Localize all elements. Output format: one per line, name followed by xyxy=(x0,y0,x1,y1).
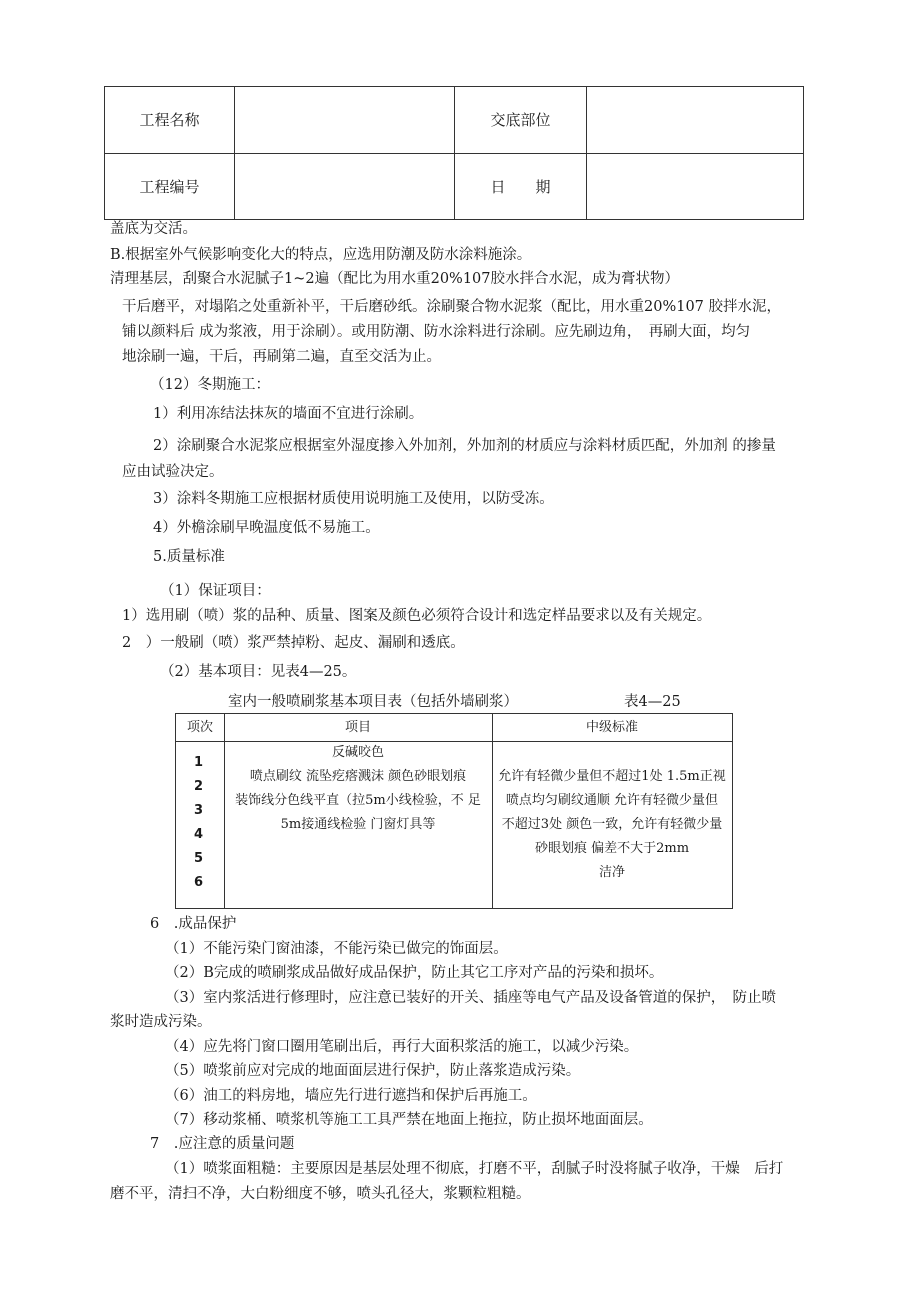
handover-part-value xyxy=(587,87,804,154)
col-header-item: 项目 xyxy=(344,720,371,735)
text-line: 地涂刷一遍，干后，再刷第二遍，直至交活为止。 xyxy=(122,349,441,365)
text-line: （2）基本项目：见表4—25。 xyxy=(160,664,357,680)
handover-part-label: 交底部位 xyxy=(455,87,587,154)
text-line: 1）选用刷（喷）浆的品种、质量、图案及颜色必须符合设计和选定样品要求以及有关规定。 xyxy=(122,608,712,624)
row-index: 1 xyxy=(194,755,204,770)
text-line: 3）涂料冬期施工应根据材质使用说明施工及使用，以防受冻。 xyxy=(153,491,554,507)
text-line: 应由试验决定。 xyxy=(122,464,224,480)
project-no-value xyxy=(235,153,455,220)
col-header-standard: 中级标准 xyxy=(585,720,638,735)
text-line: （1）喷浆面粗糙：主要原因是基层处理不彻底，打磨不平，刮腻子时没将腻子收净，干燥 后打 xyxy=(165,1161,784,1177)
standard-text: 洁净 xyxy=(598,865,625,880)
table-number: 表4—25 xyxy=(624,694,681,710)
text-line: B.根据室外气候影响变化大的特点，应选用防潮及防水涂料施涂。 xyxy=(110,247,532,263)
text-line: 4）外檐涂刷早晚温度低不易施工。 xyxy=(153,520,380,536)
date-label: 日 期 xyxy=(455,153,587,220)
project-no-label: 工程编号 xyxy=(105,153,235,220)
project-name-value xyxy=(235,87,455,154)
text-line: 铺以颜料后 成为浆液，用于涂刷）。或用防潮、防水涂料进行涂刷。应先刷边角， 再刷大面，均匀 xyxy=(122,324,751,340)
item-text: 5m接通线检验 门窗灯具等 xyxy=(280,817,436,832)
row-index: 6 xyxy=(194,875,204,890)
item-text: 喷点刷纹 流坠疙瘩溅沫 颜色砂眼划痕 xyxy=(249,769,467,784)
quality-table xyxy=(175,713,733,909)
text-line: （4）应先将门窗口圈用笔刷出后，再行大面积浆活的施工，以减少污染。 xyxy=(165,1039,639,1055)
text-line: 干后磨平，对塌陷之处重新补平，干后磨砂纸。涂刷聚合物水泥浆（配比，用水重20%107 胶拌水泥， xyxy=(122,299,782,315)
text-line: 1）利用冻结法抹灰的墙面不宜进行涂刷。 xyxy=(153,406,424,422)
standard-text: 允许有轻微少量但不超过1处 1.5m正视 xyxy=(498,769,726,784)
text-line: 盖底为交活。 xyxy=(110,221,197,237)
item-text: 装饰线分色线平直（拉5m小线检验，不 足 xyxy=(235,793,481,808)
text-line: 浆时造成污染。 xyxy=(110,1014,212,1030)
text-line: （2）B完成的喷刷浆成品做好成品保护，防止其它工序对产品的污染和损坏。 xyxy=(165,965,664,981)
col-header-index: 项次 xyxy=(186,720,213,735)
standard-text: 不超过3处 颜色一致，允许有轻微少量 xyxy=(501,817,723,832)
text-line: （1）保证项目： xyxy=(160,583,271,599)
standard-text: 砂眼划痕 偏差不大于2mm xyxy=(534,841,690,856)
text-line: （5）喷浆前应对完成的地面面层进行保护，防止落浆造成污染。 xyxy=(165,1063,581,1079)
text-line: （1）不能污染门窗油漆，不能污染已做完的饰面层。 xyxy=(165,941,508,957)
table-caption: 室内一般喷刷浆基本项目表（包括外墙刷浆） xyxy=(228,694,518,710)
section-heading: 5.质量标准 xyxy=(153,549,225,565)
text-line: 磨不平，清扫不净，大白粉细度不够，喷头孔径大，浆颗粒粗糙。 xyxy=(110,1186,531,1202)
date-value xyxy=(587,153,804,220)
text-line: （6）油工的料房地，墙应先行进行遮挡和保护后再施工。 xyxy=(165,1088,537,1104)
section-heading: 6 .成品保护 xyxy=(150,916,237,932)
header-table xyxy=(104,86,804,220)
item-text: 反碱咬色 xyxy=(331,745,384,760)
text-line: 2）涂刷聚合水泥浆应根据室外湿度掺入外加剂，外加剂的材质应与涂料材质匹配，外加剂 的掺量 xyxy=(153,438,776,454)
standard-text: 喷点均匀刷纹通顺 允许有轻微少量但 xyxy=(505,793,719,808)
text-line: 2 ）一般刷（喷）浆严禁掉粉、起皮、漏刷和透底。 xyxy=(122,635,465,651)
row-index: 3 xyxy=(194,803,204,818)
text-line: 清理基层，刮聚合水泥腻子1~2遍（配比为用水重20%107胶水拌合水泥，成为膏状物） xyxy=(110,271,680,287)
text-line: （7）移动浆桶、喷浆机等施工工具严禁在地面上拖拉，防止损坏地面面层。 xyxy=(165,1112,653,1128)
text-line: （3）室内浆活进行修理时，应注意已装好的开关、插座等电气产品及设备管道的保护， 防止喷 xyxy=(165,990,776,1006)
section-heading: （12）冬期施工： xyxy=(150,377,270,393)
row-index: 5 xyxy=(194,851,204,866)
row-index: 2 xyxy=(194,779,204,794)
section-heading: 7 .应注意的质量问题 xyxy=(150,1136,295,1152)
project-name-label: 工程名称 xyxy=(105,87,235,154)
row-index: 4 xyxy=(194,827,204,842)
